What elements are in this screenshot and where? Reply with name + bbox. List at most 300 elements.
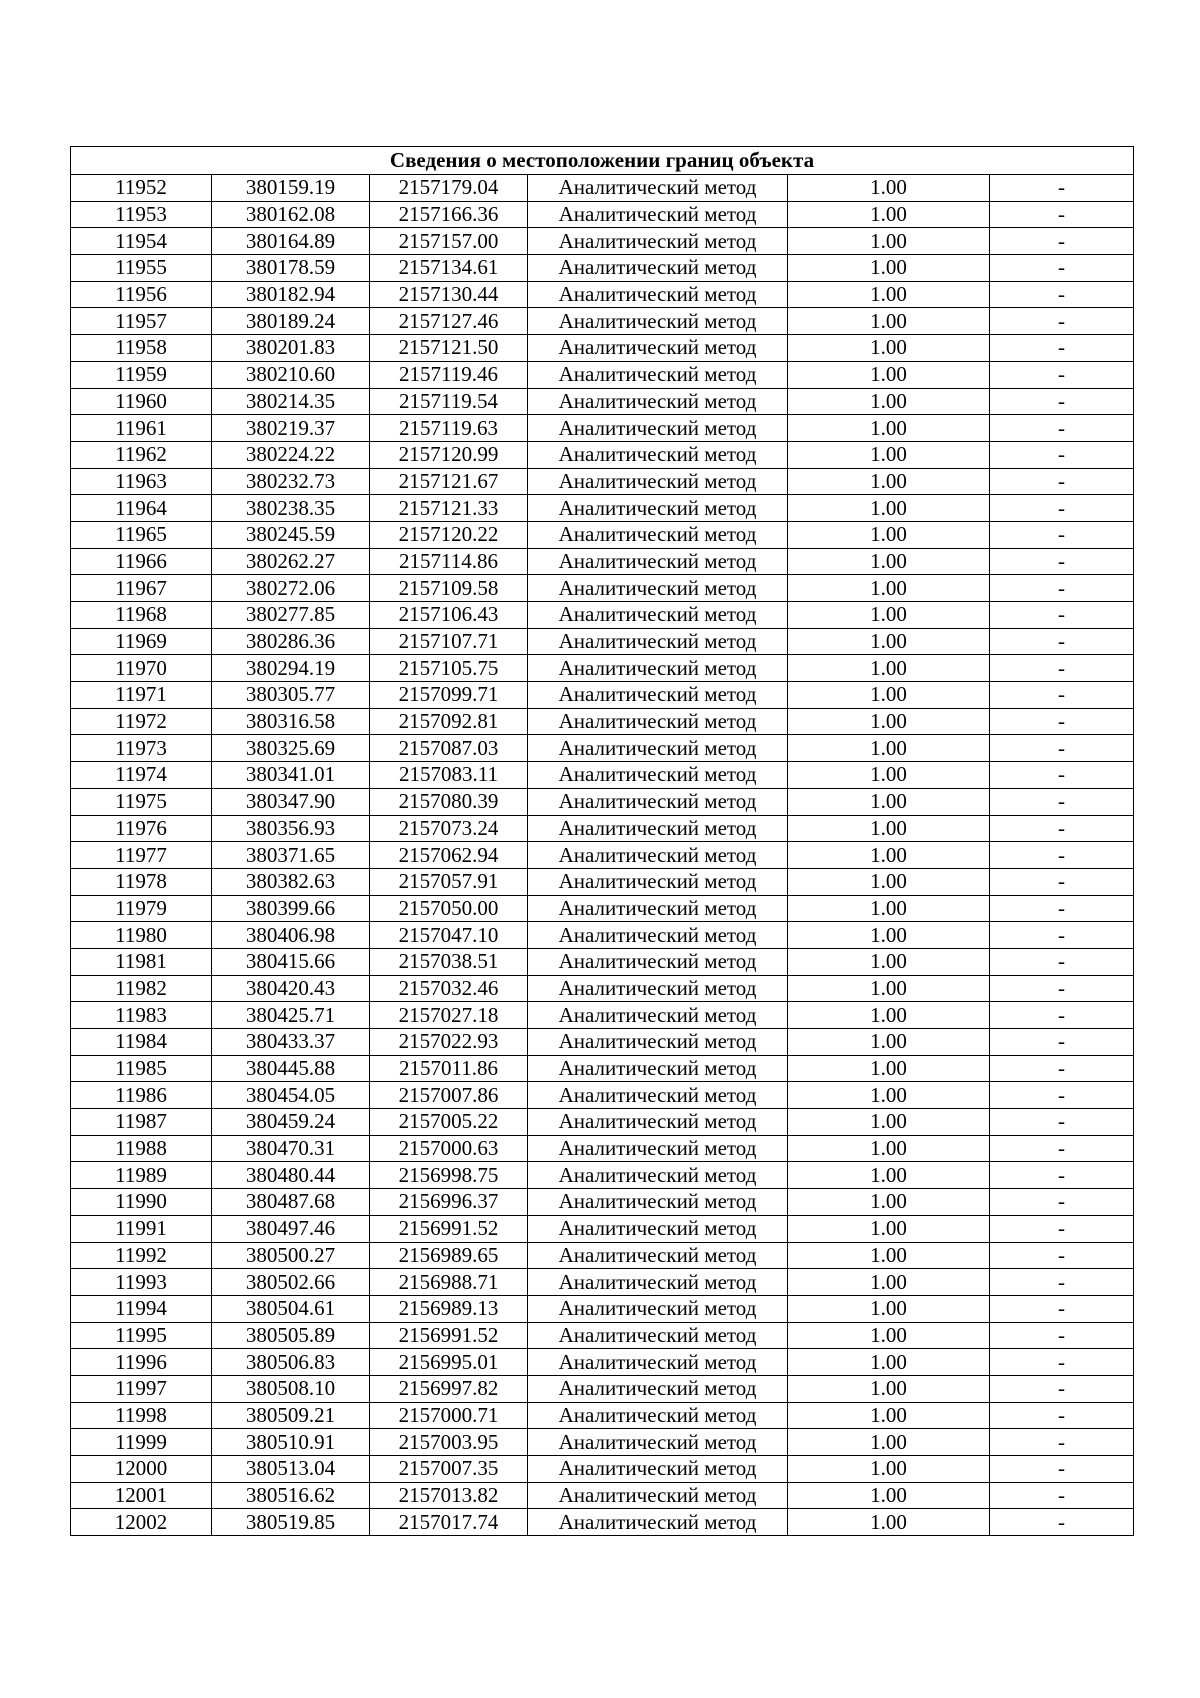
y-coordinate-cell: 2156991.52: [370, 1322, 528, 1349]
y-coordinate-cell: 2157130.44: [370, 281, 528, 308]
table-row: [71, 762, 1134, 789]
point-number-cell: 11958: [71, 335, 212, 362]
point-number-cell: 11964: [71, 495, 212, 522]
point-number-cell: 11978: [71, 868, 212, 895]
x-coordinate-cell: 380245.59: [212, 521, 370, 548]
description-cell: -: [990, 842, 1134, 869]
method-cell: Аналитический метод: [528, 1375, 788, 1402]
description-cell: -: [990, 1402, 1134, 1429]
method-cell: Аналитический метод: [528, 521, 788, 548]
accuracy-cell: 1.00: [788, 1322, 990, 1349]
x-coordinate-cell: 380480.44: [212, 1162, 370, 1189]
y-coordinate-cell: 2157121.33: [370, 495, 528, 522]
method-cell: Аналитический метод: [528, 1135, 788, 1162]
accuracy-cell: 1.00: [788, 1135, 990, 1162]
point-number-cell: 12002: [71, 1509, 212, 1536]
description-cell: -: [990, 735, 1134, 762]
description-cell: -: [990, 308, 1134, 335]
description-cell: -: [990, 1456, 1134, 1483]
method-cell: Аналитический метод: [528, 175, 788, 202]
accuracy-cell: 1.00: [788, 388, 990, 415]
point-number-cell: 11972: [71, 708, 212, 735]
description-cell: -: [990, 1349, 1134, 1376]
table-row: [71, 1429, 1134, 1456]
method-cell: Аналитический метод: [528, 682, 788, 709]
point-number-cell: 11999: [71, 1429, 212, 1456]
method-cell: Аналитический метод: [528, 975, 788, 1002]
x-coordinate-cell: 380510.91: [212, 1429, 370, 1456]
accuracy-cell: 1.00: [788, 1082, 990, 1109]
accuracy-cell: 1.00: [788, 922, 990, 949]
method-cell: Аналитический метод: [528, 895, 788, 922]
table-row: [71, 628, 1134, 655]
accuracy-cell: 1.00: [788, 868, 990, 895]
table-row: [71, 495, 1134, 522]
point-number-cell: 11988: [71, 1135, 212, 1162]
x-coordinate-cell: 380470.31: [212, 1135, 370, 1162]
y-coordinate-cell: 2157032.46: [370, 975, 528, 1002]
description-cell: -: [990, 1322, 1134, 1349]
description-cell: -: [990, 1189, 1134, 1216]
point-number-cell: 11986: [71, 1082, 212, 1109]
point-number-cell: 11979: [71, 895, 212, 922]
x-coordinate-cell: 380420.43: [212, 975, 370, 1002]
y-coordinate-cell: 2157107.71: [370, 628, 528, 655]
x-coordinate-cell: 380214.35: [212, 388, 370, 415]
y-coordinate-cell: 2157120.22: [370, 521, 528, 548]
y-coordinate-cell: 2157062.94: [370, 842, 528, 869]
method-cell: Аналитический метод: [528, 201, 788, 228]
description-cell: -: [990, 228, 1134, 255]
x-coordinate-cell: 380425.71: [212, 1002, 370, 1029]
description-cell: -: [990, 628, 1134, 655]
table-row: [71, 1322, 1134, 1349]
method-cell: Аналитический метод: [528, 335, 788, 362]
point-number-cell: 11957: [71, 308, 212, 335]
x-coordinate-cell: 380316.58: [212, 708, 370, 735]
x-coordinate-cell: 380341.01: [212, 762, 370, 789]
table-row: [71, 1402, 1134, 1429]
table-row: [71, 1269, 1134, 1296]
accuracy-cell: 1.00: [788, 1456, 990, 1483]
method-cell: Аналитический метод: [528, 1456, 788, 1483]
y-coordinate-cell: 2156989.65: [370, 1242, 528, 1269]
y-coordinate-cell: 2157000.63: [370, 1135, 528, 1162]
x-coordinate-cell: 380506.83: [212, 1349, 370, 1376]
table-title-row: [71, 147, 1134, 175]
x-coordinate-cell: 380500.27: [212, 1242, 370, 1269]
description-cell: -: [990, 441, 1134, 468]
point-number-cell: 11997: [71, 1375, 212, 1402]
method-cell: Аналитический метод: [528, 1429, 788, 1456]
table-row: [71, 1162, 1134, 1189]
y-coordinate-cell: 2157109.58: [370, 575, 528, 602]
accuracy-cell: 1.00: [788, 735, 990, 762]
x-coordinate-cell: 380219.37: [212, 415, 370, 442]
accuracy-cell: 1.00: [788, 1269, 990, 1296]
accuracy-cell: 1.00: [788, 1162, 990, 1189]
x-coordinate-cell: 380454.05: [212, 1082, 370, 1109]
y-coordinate-cell: 2157119.63: [370, 415, 528, 442]
point-number-cell: 11987: [71, 1109, 212, 1136]
table-row: [71, 895, 1134, 922]
method-cell: Аналитический метод: [528, 1215, 788, 1242]
table-row: [71, 415, 1134, 442]
x-coordinate-cell: 380277.85: [212, 602, 370, 629]
table-row: [71, 441, 1134, 468]
point-number-cell: 11970: [71, 655, 212, 682]
description-cell: -: [990, 1162, 1134, 1189]
accuracy-cell: 1.00: [788, 228, 990, 255]
point-number-cell: 11992: [71, 1242, 212, 1269]
boundary-coordinates-table: [70, 146, 1134, 1536]
x-coordinate-cell: 380347.90: [212, 788, 370, 815]
accuracy-cell: 1.00: [788, 415, 990, 442]
accuracy-cell: 1.00: [788, 788, 990, 815]
table-row: [71, 948, 1134, 975]
accuracy-cell: 1.00: [788, 468, 990, 495]
point-number-cell: 11963: [71, 468, 212, 495]
accuracy-cell: 1.00: [788, 521, 990, 548]
y-coordinate-cell: 2157099.71: [370, 682, 528, 709]
description-cell: -: [990, 895, 1134, 922]
table-row: [71, 655, 1134, 682]
method-cell: Аналитический метод: [528, 281, 788, 308]
accuracy-cell: 1.00: [788, 1295, 990, 1322]
point-number-cell: 11980: [71, 922, 212, 949]
description-cell: -: [990, 548, 1134, 575]
y-coordinate-cell: 2157007.86: [370, 1082, 528, 1109]
y-coordinate-cell: 2157007.35: [370, 1456, 528, 1483]
x-coordinate-cell: 380272.06: [212, 575, 370, 602]
x-coordinate-cell: 380504.61: [212, 1295, 370, 1322]
point-number-cell: 11985: [71, 1055, 212, 1082]
x-coordinate-cell: 380406.98: [212, 922, 370, 949]
description-cell: -: [990, 388, 1134, 415]
point-number-cell: 11968: [71, 602, 212, 629]
description-cell: -: [990, 708, 1134, 735]
table-title: Сведения о местоположении границ объекта: [71, 147, 1134, 175]
accuracy-cell: 1.00: [788, 762, 990, 789]
table-row: [71, 1456, 1134, 1483]
accuracy-cell: 1.00: [788, 1402, 990, 1429]
method-cell: Аналитический метод: [528, 1082, 788, 1109]
method-cell: Аналитический метод: [528, 1322, 788, 1349]
description-cell: -: [990, 1082, 1134, 1109]
y-coordinate-cell: 2157050.00: [370, 895, 528, 922]
table-row: [71, 521, 1134, 548]
y-coordinate-cell: 2157121.67: [370, 468, 528, 495]
accuracy-cell: 1.00: [788, 361, 990, 388]
accuracy-cell: 1.00: [788, 602, 990, 629]
description-cell: -: [990, 175, 1134, 202]
accuracy-cell: 1.00: [788, 1029, 990, 1056]
method-cell: Аналитический метод: [528, 468, 788, 495]
y-coordinate-cell: 2157114.86: [370, 548, 528, 575]
description-cell: -: [990, 361, 1134, 388]
description-cell: -: [990, 1055, 1134, 1082]
table-row: [71, 548, 1134, 575]
y-coordinate-cell: 2157127.46: [370, 308, 528, 335]
method-cell: Аналитический метод: [528, 1055, 788, 1082]
x-coordinate-cell: 380508.10: [212, 1375, 370, 1402]
y-coordinate-cell: 2156988.71: [370, 1269, 528, 1296]
y-coordinate-cell: 2157038.51: [370, 948, 528, 975]
accuracy-cell: 1.00: [788, 1215, 990, 1242]
point-number-cell: 11993: [71, 1269, 212, 1296]
accuracy-cell: 1.00: [788, 575, 990, 602]
accuracy-cell: 1.00: [788, 1189, 990, 1216]
y-coordinate-cell: 2157013.82: [370, 1482, 528, 1509]
table-row: [71, 735, 1134, 762]
y-coordinate-cell: 2157017.74: [370, 1509, 528, 1536]
y-coordinate-cell: 2157080.39: [370, 788, 528, 815]
point-number-cell: 12001: [71, 1482, 212, 1509]
x-coordinate-cell: 380178.59: [212, 255, 370, 282]
y-coordinate-cell: 2157120.99: [370, 441, 528, 468]
point-number-cell: 11962: [71, 441, 212, 468]
x-coordinate-cell: 380182.94: [212, 281, 370, 308]
y-coordinate-cell: 2157092.81: [370, 708, 528, 735]
table-row: [71, 708, 1134, 735]
point-number-cell: 11965: [71, 521, 212, 548]
method-cell: Аналитический метод: [528, 602, 788, 629]
point-number-cell: 11995: [71, 1322, 212, 1349]
description-cell: -: [990, 521, 1134, 548]
y-coordinate-cell: 2157106.43: [370, 602, 528, 629]
accuracy-cell: 1.00: [788, 201, 990, 228]
x-coordinate-cell: 380497.46: [212, 1215, 370, 1242]
point-number-cell: 11974: [71, 762, 212, 789]
table-row: [71, 842, 1134, 869]
x-coordinate-cell: 380238.35: [212, 495, 370, 522]
accuracy-cell: 1.00: [788, 682, 990, 709]
x-coordinate-cell: 380294.19: [212, 655, 370, 682]
x-coordinate-cell: 380502.66: [212, 1269, 370, 1296]
point-number-cell: 12000: [71, 1456, 212, 1483]
y-coordinate-cell: 2156991.52: [370, 1215, 528, 1242]
method-cell: Аналитический метод: [528, 708, 788, 735]
x-coordinate-cell: 380305.77: [212, 682, 370, 709]
y-coordinate-cell: 2157105.75: [370, 655, 528, 682]
method-cell: Аналитический метод: [528, 388, 788, 415]
method-cell: Аналитический метод: [528, 1295, 788, 1322]
x-coordinate-cell: 380224.22: [212, 441, 370, 468]
x-coordinate-cell: 380459.24: [212, 1109, 370, 1136]
point-number-cell: 11989: [71, 1162, 212, 1189]
table-row: [71, 815, 1134, 842]
method-cell: Аналитический метод: [528, 922, 788, 949]
point-number-cell: 11981: [71, 948, 212, 975]
table-row: [71, 1375, 1134, 1402]
table-row: [71, 1055, 1134, 1082]
point-number-cell: 11954: [71, 228, 212, 255]
x-coordinate-cell: 380505.89: [212, 1322, 370, 1349]
method-cell: Аналитический метод: [528, 868, 788, 895]
point-number-cell: 11959: [71, 361, 212, 388]
y-coordinate-cell: 2156996.37: [370, 1189, 528, 1216]
y-coordinate-cell: 2157157.00: [370, 228, 528, 255]
point-number-cell: 11960: [71, 388, 212, 415]
method-cell: Аналитический метод: [528, 1402, 788, 1429]
y-coordinate-cell: 2157047.10: [370, 922, 528, 949]
y-coordinate-cell: 2157179.04: [370, 175, 528, 202]
x-coordinate-cell: 380189.24: [212, 308, 370, 335]
y-coordinate-cell: 2157022.93: [370, 1029, 528, 1056]
point-number-cell: 11991: [71, 1215, 212, 1242]
point-number-cell: 11966: [71, 548, 212, 575]
method-cell: Аналитический метод: [528, 948, 788, 975]
x-coordinate-cell: 380232.73: [212, 468, 370, 495]
table-row: [71, 1189, 1134, 1216]
method-cell: Аналитический метод: [528, 228, 788, 255]
description-cell: -: [990, 1375, 1134, 1402]
table-row: [71, 1082, 1134, 1109]
description-cell: -: [990, 575, 1134, 602]
x-coordinate-cell: 380201.83: [212, 335, 370, 362]
method-cell: Аналитический метод: [528, 1002, 788, 1029]
x-coordinate-cell: 380262.27: [212, 548, 370, 575]
table-row: [71, 468, 1134, 495]
point-number-cell: 11996: [71, 1349, 212, 1376]
y-coordinate-cell: 2157011.86: [370, 1055, 528, 1082]
description-cell: -: [990, 815, 1134, 842]
accuracy-cell: 1.00: [788, 628, 990, 655]
point-number-cell: 11998: [71, 1402, 212, 1429]
y-coordinate-cell: 2157073.24: [370, 815, 528, 842]
x-coordinate-cell: 380356.93: [212, 815, 370, 842]
accuracy-cell: 1.00: [788, 842, 990, 869]
point-number-cell: 11975: [71, 788, 212, 815]
x-coordinate-cell: 380286.36: [212, 628, 370, 655]
table-row: [71, 228, 1134, 255]
table-row: [71, 1029, 1134, 1056]
description-cell: -: [990, 602, 1134, 629]
description-cell: -: [990, 948, 1134, 975]
description-cell: -: [990, 468, 1134, 495]
table-row: [71, 281, 1134, 308]
method-cell: Аналитический метод: [528, 575, 788, 602]
table-row: [71, 1135, 1134, 1162]
y-coordinate-cell: 2157119.54: [370, 388, 528, 415]
x-coordinate-cell: 380159.19: [212, 175, 370, 202]
method-cell: Аналитический метод: [528, 762, 788, 789]
x-coordinate-cell: 380433.37: [212, 1029, 370, 1056]
x-coordinate-cell: 380371.65: [212, 842, 370, 869]
accuracy-cell: 1.00: [788, 815, 990, 842]
accuracy-cell: 1.00: [788, 255, 990, 282]
description-cell: -: [990, 922, 1134, 949]
description-cell: -: [990, 1215, 1134, 1242]
table-row: [71, 1109, 1134, 1136]
point-number-cell: 11969: [71, 628, 212, 655]
description-cell: -: [990, 975, 1134, 1002]
method-cell: Аналитический метод: [528, 1482, 788, 1509]
x-coordinate-cell: 380445.88: [212, 1055, 370, 1082]
table-row: [71, 388, 1134, 415]
x-coordinate-cell: 380382.63: [212, 868, 370, 895]
x-coordinate-cell: 380162.08: [212, 201, 370, 228]
description-cell: -: [990, 1429, 1134, 1456]
accuracy-cell: 1.00: [788, 1055, 990, 1082]
method-cell: Аналитический метод: [528, 842, 788, 869]
description-cell: -: [990, 682, 1134, 709]
x-coordinate-cell: 380415.66: [212, 948, 370, 975]
y-coordinate-cell: 2156997.82: [370, 1375, 528, 1402]
table-row: [71, 868, 1134, 895]
description-cell: -: [990, 1242, 1134, 1269]
method-cell: Аналитический метод: [528, 1109, 788, 1136]
y-coordinate-cell: 2157000.71: [370, 1402, 528, 1429]
accuracy-cell: 1.00: [788, 1349, 990, 1376]
accuracy-cell: 1.00: [788, 655, 990, 682]
method-cell: Аналитический метод: [528, 308, 788, 335]
point-number-cell: 11956: [71, 281, 212, 308]
description-cell: -: [990, 495, 1134, 522]
method-cell: Аналитический метод: [528, 1029, 788, 1056]
table-row: [71, 201, 1134, 228]
table-row: [71, 1509, 1134, 1536]
table-row: [71, 1242, 1134, 1269]
point-number-cell: 11976: [71, 815, 212, 842]
description-cell: -: [990, 1109, 1134, 1136]
accuracy-cell: 1.00: [788, 1429, 990, 1456]
point-number-cell: 11984: [71, 1029, 212, 1056]
description-cell: -: [990, 1509, 1134, 1536]
point-number-cell: 11982: [71, 975, 212, 1002]
description-cell: -: [990, 415, 1134, 442]
x-coordinate-cell: 380519.85: [212, 1509, 370, 1536]
method-cell: Аналитический метод: [528, 495, 788, 522]
point-number-cell: 11955: [71, 255, 212, 282]
x-coordinate-cell: 380509.21: [212, 1402, 370, 1429]
accuracy-cell: 1.00: [788, 441, 990, 468]
y-coordinate-cell: 2157005.22: [370, 1109, 528, 1136]
point-number-cell: 11973: [71, 735, 212, 762]
y-coordinate-cell: 2157121.50: [370, 335, 528, 362]
accuracy-cell: 1.00: [788, 895, 990, 922]
description-cell: -: [990, 1295, 1134, 1322]
description-cell: -: [990, 1269, 1134, 1296]
x-coordinate-cell: 380164.89: [212, 228, 370, 255]
accuracy-cell: 1.00: [788, 948, 990, 975]
description-cell: -: [990, 1002, 1134, 1029]
method-cell: Аналитический метод: [528, 361, 788, 388]
table-row: [71, 361, 1134, 388]
table-row: [71, 788, 1134, 815]
method-cell: Аналитический метод: [528, 655, 788, 682]
method-cell: Аналитический метод: [528, 1162, 788, 1189]
y-coordinate-cell: 2157083.11: [370, 762, 528, 789]
description-cell: -: [990, 788, 1134, 815]
y-coordinate-cell: 2157057.91: [370, 868, 528, 895]
table-row: [71, 682, 1134, 709]
table-row: [71, 1295, 1134, 1322]
point-number-cell: 11952: [71, 175, 212, 202]
table-row: [71, 175, 1134, 202]
point-number-cell: 11971: [71, 682, 212, 709]
description-cell: -: [990, 1029, 1134, 1056]
description-cell: -: [990, 762, 1134, 789]
method-cell: Аналитический метод: [528, 1509, 788, 1536]
table-row: [71, 602, 1134, 629]
table-row: [71, 922, 1134, 949]
description-cell: -: [990, 655, 1134, 682]
table-row: [71, 255, 1134, 282]
accuracy-cell: 1.00: [788, 1482, 990, 1509]
method-cell: Аналитический метод: [528, 815, 788, 842]
table-row: [71, 575, 1134, 602]
